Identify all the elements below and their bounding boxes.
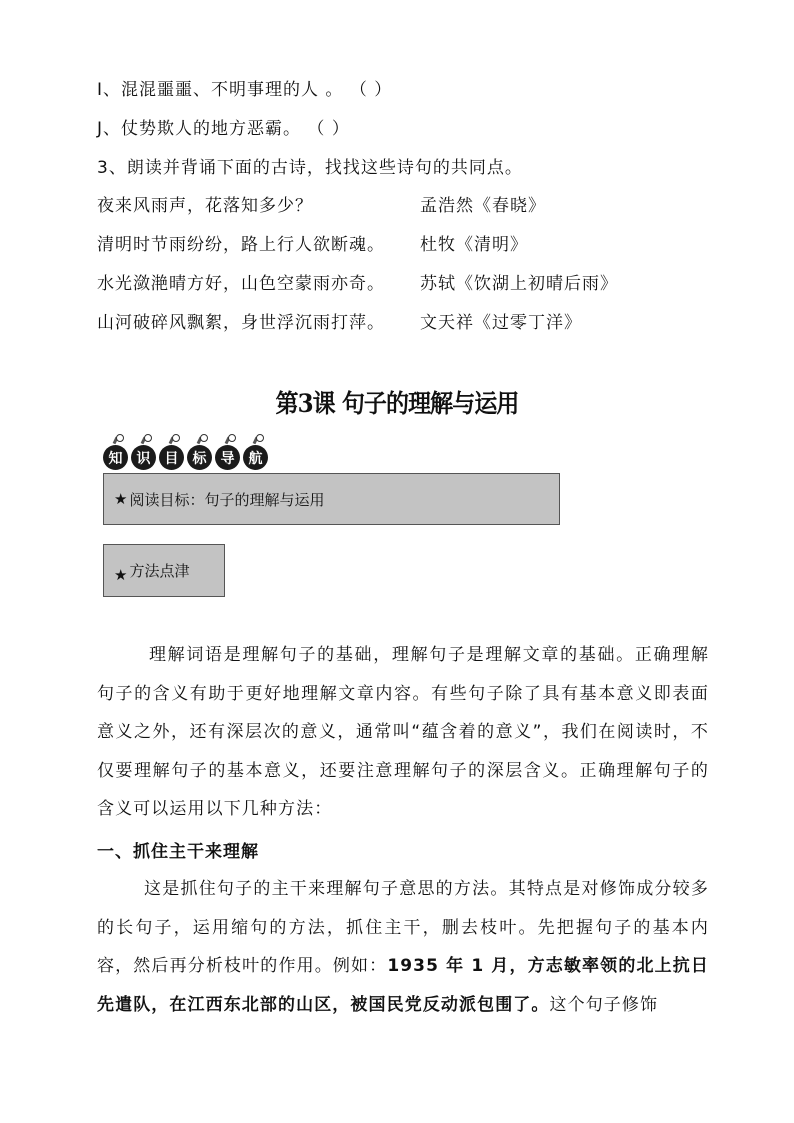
intro-paragraph: 理解词语是理解句子的基础，理解句子是理解文章的基础。正确理解句子的含义有助于更好地理解文章内容。有些句子除了具有基本意义即表面意义之外，还有深层次的意义，通常叫“蕴含着的意义”，我们在阅读时，不仅要理解句子的基本意义，还要注意理解句子的深层含义。正确理解句子的含义可以运用以下几种方法： [97, 645, 709, 819]
exercise-item-j: J、仗势欺人的地方恶霸。 （ ） [97, 119, 350, 139]
method-tips-text: 方法点津 [129, 562, 190, 580]
badge-char: 导 [215, 445, 240, 470]
method-tips-box [103, 544, 225, 597]
badge-char: 知 [103, 445, 128, 470]
section-paragraph [97, 870, 709, 1024]
section-paragraph-intro: 这是抓住句子的主干来理解句子意思的方法。其特点是对修饰成分较多的长句子，运用缩句的方法，抓住主干，删去枝叶。先把握句子的基本内容，然后再分析枝叶的作用。例如： [97, 879, 709, 976]
poem-author-2: 杜牧《清明》 [420, 235, 528, 255]
poem-author-4: 文天祥《过零丁洋》 [420, 313, 582, 333]
badge-char: 航 [243, 445, 268, 470]
example-sentence: 1935 年 1 月，方志敏率领的北上抗日先遣队，在江西东北部的山区，被国民党反动派包围了。 [97, 956, 709, 1015]
badge-char: 目 [159, 445, 184, 470]
section-paragraph-tail: 这个句子修饰 [549, 994, 659, 1015]
exercise-question-3: 3、朗读并背诵下面的古诗，找找这些诗句的共同点。 [97, 158, 523, 178]
poem-line-2: 清明时节雨纷纷，路上行人欲断魂。 [97, 235, 385, 255]
reading-goal-text: 阅读目标：句子的理解与运用 [129, 490, 325, 509]
star-icon: ★ [114, 565, 128, 584]
poem-line-3: 水光潋滟晴方好，山色空蒙雨亦奇。 [97, 274, 385, 294]
knowledge-goal-navigation-banner [103, 440, 268, 470]
exercise-item-i: I、混混噩噩、不明事理的人 。 （ ） [97, 80, 393, 100]
poem-author-1: 孟浩然《春晓》 [420, 196, 546, 216]
poem-line-4: 山河破碎风飘絮，身世浮沉雨打萍。 [97, 313, 385, 333]
star-icon: ★ [114, 490, 128, 508]
badge-char: 识 [131, 445, 156, 470]
badge-char: 标 [187, 445, 212, 470]
section-heading: 一、抓住主干来理解 [97, 842, 259, 862]
lesson-title: 第3课 句子的理解与运用 [275, 389, 519, 418]
reading-goal-box [103, 473, 560, 525]
poem-author-3: 苏轼《饮湖上初晴后雨》 [420, 274, 618, 294]
poem-line-1: 夜来风雨声，花落知多少？ [97, 196, 313, 216]
